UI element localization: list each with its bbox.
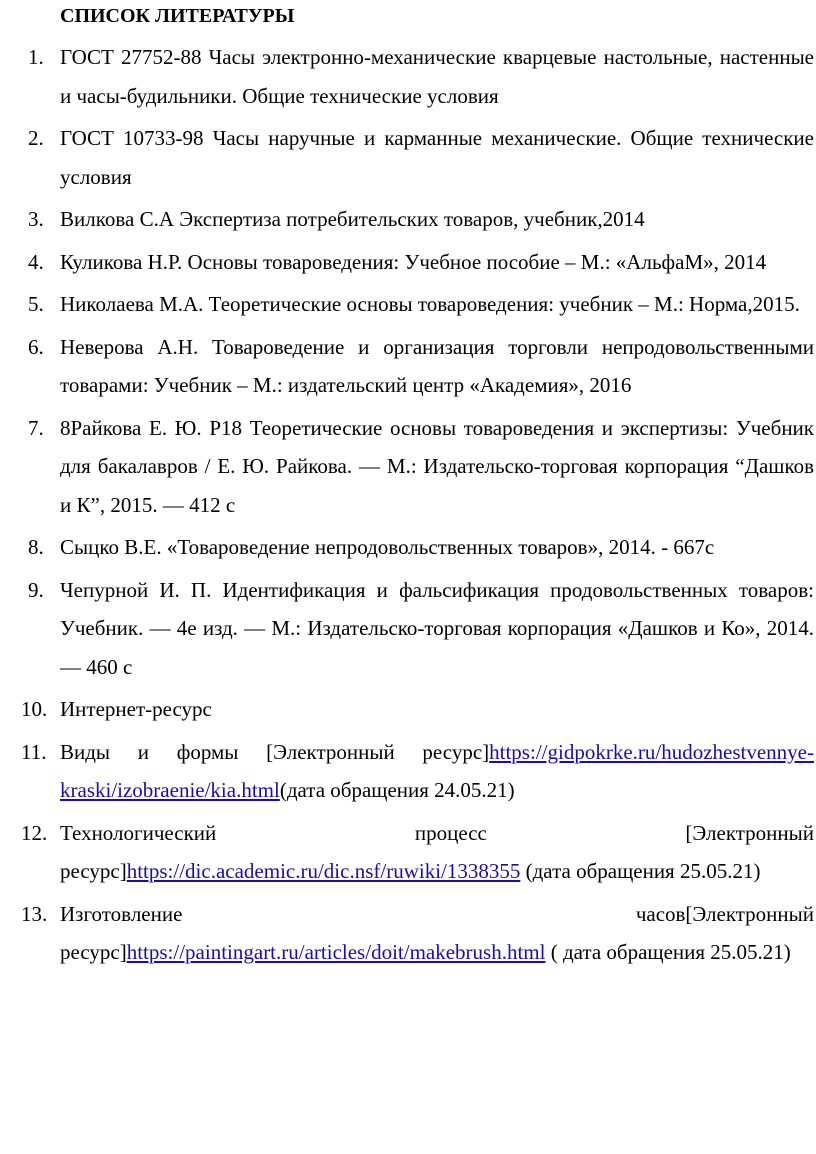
reference-text: ГОСТ 27752-88 Часы электронно-механические кварцевые настольные, настенные и часы-будильники. Общие технические условия — [60, 45, 814, 108]
reference-item — [0, 895, 816, 972]
reference-text: Виды и формы [Электронный ресурс] — [60, 739, 490, 764]
reference-number: 12. — [21, 820, 48, 845]
reference-number: 3. — [28, 207, 44, 231]
reference-text: Изготовление часов[Электронный ресурс] — [60, 901, 814, 964]
reference-link[interactable]: https://gidpokrke.ru/hudozhestvennye-kraski/izobraenie/kia.html — [60, 739, 814, 802]
reference-item — [0, 733, 816, 810]
reference-number: 4. — [28, 249, 44, 274]
reference-text: Технологический процесс [Электронный ресурс] — [60, 820, 814, 883]
reference-text: Неверова А.Н. Товароведение и организация торговли непродовольственными товарами: Учебник – М.: издательский центр «Академия», 2016 — [60, 334, 814, 397]
reference-number: 8. — [28, 535, 44, 559]
reference-access-date: (дата обращения 25.05.21) — [520, 859, 761, 883]
reference-number: 13. — [21, 901, 48, 926]
reference-number: 7. — [28, 415, 44, 440]
reference-item — [0, 38, 816, 115]
reference-text: Куликова Н.Р. Основы товароведения: Учебное пособие – М.: «АльфаМ», 2014 — [60, 249, 767, 274]
reference-text: Чепурной И. П. Идентификация и фальсификация продовольственных товаров: Учебник. — 4е изд. — М.: Издательско-торговая корпорация «Дашков и Ко», 2014. — 460 с — [60, 577, 814, 679]
reference-item — [0, 571, 816, 687]
reference-text: Николаева М.А. Теоретические основы товароведения: учебник – М.: Норма,2015. — [60, 292, 800, 316]
reference-item — [0, 690, 816, 729]
reference-item — [0, 328, 816, 405]
reference-text: Вилкова С.А Экспертиза потребительских товаров, учебник,2014 — [60, 207, 645, 231]
reference-number: 6. — [28, 334, 44, 359]
reference-item — [0, 200, 816, 239]
reference-text: 8Райкова Е. Ю. Р18 Теоретические основы товароведения и экспертизы: Учебник для бакалавров / Е. Ю. Райкова. — М.: Издательско-торговая корпорация “Дашков и К”, 2015. — 412 с — [60, 415, 814, 517]
reference-number: 1. — [28, 45, 44, 69]
reference-list — [0, 38, 816, 976]
reference-access-date: ( дата обращения 25.05.21) — [545, 940, 791, 964]
reference-number: 9. — [28, 577, 44, 602]
reference-number: 11. — [21, 739, 47, 764]
reference-item — [0, 285, 816, 324]
reference-item — [0, 243, 816, 282]
reference-link[interactable]: https://dic.academic.ru/dic.nsf/ruwiki/1338355 — [126, 859, 521, 883]
reference-text: Интернет-ресурс — [60, 697, 212, 721]
reference-text: ГОСТ 10733-98 Часы наручные и карманные механические. Общие технические условия — [60, 126, 814, 189]
reference-access-date: (дата обращения 24.05.21) — [279, 778, 515, 802]
reference-text: Сыцко В.Е. «Товароведение непродовольственных товаров», 2014. - 667с — [60, 535, 715, 559]
reference-item — [0, 528, 816, 567]
reference-item — [0, 814, 816, 891]
page-title: СПИСОК ЛИТЕРАТУРЫ — [60, 5, 295, 27]
reference-item — [0, 409, 816, 525]
reference-number: 5. — [28, 292, 44, 316]
reference-item — [0, 119, 816, 196]
reference-number: 10. — [21, 697, 48, 721]
reference-link[interactable]: https://paintingart.ru/articles/doit/makebrush.html — [126, 940, 546, 964]
reference-number: 2. — [28, 126, 44, 150]
